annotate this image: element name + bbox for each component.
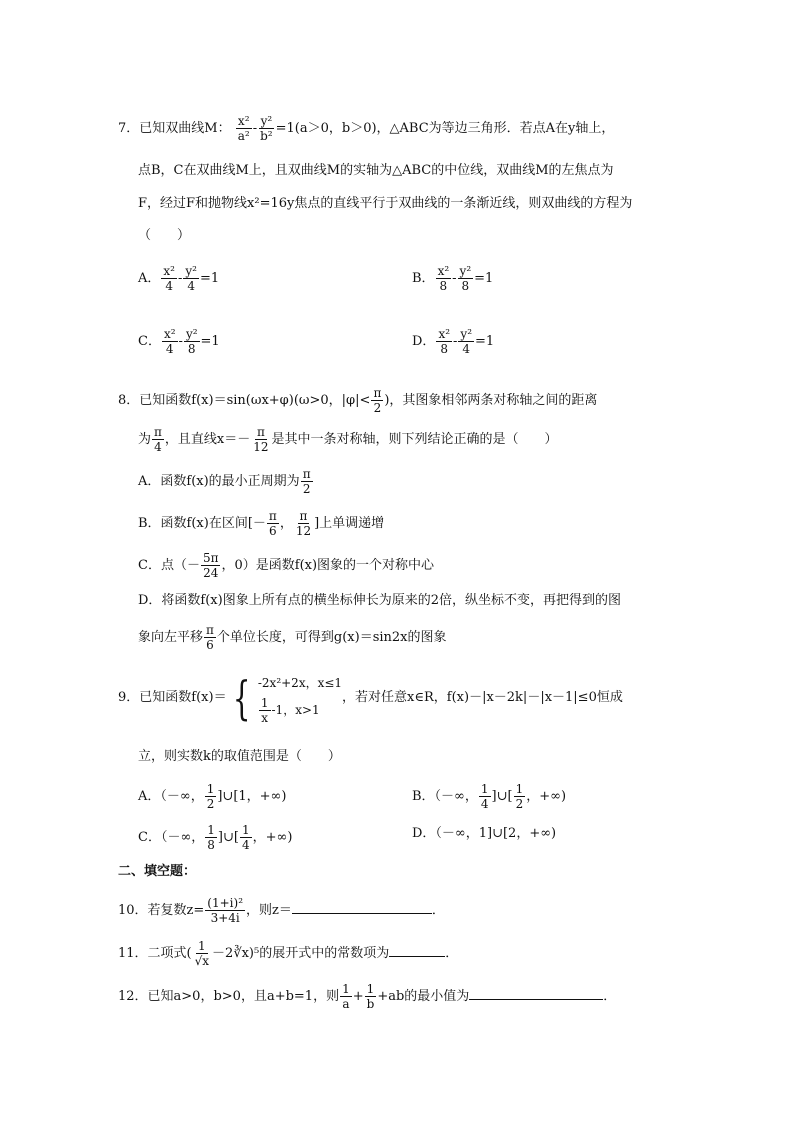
fraction: $\frac{\text{y²}}{\text{b²}}$ [260, 114, 273, 143]
q8-option-b: B．函数f(x)在区间[－ $\frac{\pi}{6}$ ， $\frac{\pi}{12}$ ]上单调递增 [138, 509, 385, 538]
q9-option-c: C．（－∞， $\frac{1}{8}$ ]∪[ $\frac{1}{4}$ ，+∞) [138, 823, 293, 852]
q10: 10．若复数z= $\frac{\text{(1+i)²}}{3+4i}$ ，则z＝ ． [118, 896, 445, 925]
answer-blank[interactable] [292, 899, 432, 914]
q7-line3: F，经过F和抛物线x²=16y焦点的直线平行于双曲线的一条渐近线，则双曲线的方程为 [138, 196, 633, 211]
fraction: $\frac{1}{√x}$ [194, 939, 210, 968]
q7-line2: 点B，C在双曲线M上，且双曲线M的实轴为△ABC的中位线，双曲线M的左焦点为 [138, 163, 614, 178]
fraction: $\frac{5\pi}{24}$ [202, 551, 219, 580]
fraction: $\frac{\pi}{2}$ [302, 467, 311, 496]
fraction: $\frac{1}{2}$ [206, 782, 215, 811]
q7-paren: （ ） [138, 228, 191, 243]
fraction: $\frac{\pi}{6}$ [268, 509, 277, 538]
q9-line1: 9．已知函数f(x)＝ { -2x²+2x，x≤1 $\frac{1}{x}$ -1，x>1 ，若对任意x∈R，f(x)－|x－2k|－|x－1|≤0恒成 [118, 670, 623, 725]
fraction: $\frac{\pi}{6}$ [206, 623, 214, 652]
q8-line1: 8．已知函数f(x)＝sin(ωx+φ)(ω>0，|φ|< $\frac{\pi}{2}$ )，其图象相邻两条对称轴之间的距离 [118, 386, 598, 415]
fraction: $\frac{\text{x²}}{4}$ [163, 327, 176, 356]
answer-blank[interactable] [469, 985, 603, 1000]
q7-line1: 7．已知双曲线M： $\frac{\text{x²}}{\text{a²}}$ - $\frac{\text{y²}}{\text{b²}}$ =1(a＞0，b＞0)，△ABC为等边三角形．若点A在y轴上， [118, 114, 615, 143]
fraction: $\frac{\text{y²}}{8}$ [185, 327, 198, 356]
q9-option-d: D．（－∞，1]∪[2，+∞) [412, 826, 557, 841]
q8-option-a: A．函数f(x)的最小正周期为 $\frac{\pi}{2}$ [138, 467, 311, 496]
fraction: $\frac{\text{x²}}{\text{a²}}$ [237, 114, 250, 143]
fraction: $\frac{1}{4}$ [241, 823, 250, 852]
fraction: $\frac{\pi}{4}$ [154, 425, 162, 454]
fraction: $\frac{\text{x²}}{4}$ [163, 264, 175, 293]
answer-blank[interactable] [389, 942, 445, 957]
fraction: $\frac{1}{4}$ [480, 782, 489, 811]
fraction: $\frac{\text{x²}}{8}$ [437, 264, 450, 293]
piecewise-function: -2x²+2x，x≤1 $\frac{1}{x}$ -1，x>1 [257, 676, 343, 725]
q9-line2: 立，则实数k的取值范围是（ ） [138, 749, 341, 764]
brace: { [232, 670, 251, 725]
q12: 12．已知a>0，b>0，且a+b=1，则 $\frac{1}{a}$ + $\frac{1}{b}$ +ab的最小值为 ． [118, 982, 617, 1011]
fraction: $\frac{\pi}{12}$ [253, 425, 269, 454]
fraction: $\frac{\text{(1+i)²}}{3+4i}$ [207, 896, 243, 925]
section-heading: 二、填空题： [118, 864, 197, 879]
q7-option-d: D． $\frac{\text{x²}}{8}$ - $\frac{\text{y²}}{4}$ =1 [412, 327, 495, 356]
q8-option-d-line2: 象向左平移 $\frac{\pi}{6}$ 个单位长度，可得到g(x)＝sin2x的图象 [138, 623, 447, 652]
fraction: $\frac{\text{y²}}{4}$ [460, 327, 473, 356]
q8-option-d-line1: D．将函数f(x)图象上所有点的横坐标伸长为原来的2倍，纵坐标不变，再把得到的图 [138, 593, 621, 608]
q7-option-b: B． $\frac{\text{x²}}{8}$ - $\frac{\text{y²}}{8}$ =1 [412, 264, 494, 293]
q11: 11．二项式( $\frac{1}{√x}$ －2∛x)⁵的展开式中的常数项为 ． [118, 939, 459, 968]
q9-option-a: A．（－∞， $\frac{1}{2}$ ]∪[1，+∞) [138, 782, 287, 811]
fraction: $\frac{\text{y²}}{8}$ [459, 264, 472, 293]
q8-line2: 为 $\frac{\pi}{4}$ ，且直线x＝－ $\frac{\pi}{12}$ 是其中一条对称轴，则下列结论正确的是（ ） [138, 425, 558, 454]
fraction: $\frac{\pi}{2}$ [373, 386, 382, 415]
fraction: $\frac{1}{b}$ [366, 982, 375, 1011]
q7-option-c: C． $\frac{\text{x²}}{4}$ - $\frac{\text{y²}}{8}$ =1 [138, 327, 220, 356]
q8-option-c: C．点（－ $\frac{5\pi}{24}$ ，0）是函数f(x)图象的一个对称中心 [138, 551, 435, 580]
fraction: $\frac{1}{a}$ [342, 982, 350, 1011]
q7-option-a: A． $\frac{\text{x²}}{4}$ - $\frac{\text{y²}}{4}$ =1 [138, 264, 220, 293]
fraction: $\frac{1}{8}$ [207, 823, 215, 852]
fraction: $\frac{\text{y²}}{4}$ [185, 264, 197, 293]
fraction: $\frac{1}{x}$ [260, 696, 269, 725]
fraction: $\frac{\text{x²}}{8}$ [438, 327, 451, 356]
fraction: $\frac{1}{2}$ [515, 782, 524, 811]
q9-option-b: B．（－∞， $\frac{1}{4}$ ]∪[ $\frac{1}{2}$ ，+∞) [412, 782, 567, 811]
fraction: $\frac{\pi}{12}$ [295, 509, 312, 538]
